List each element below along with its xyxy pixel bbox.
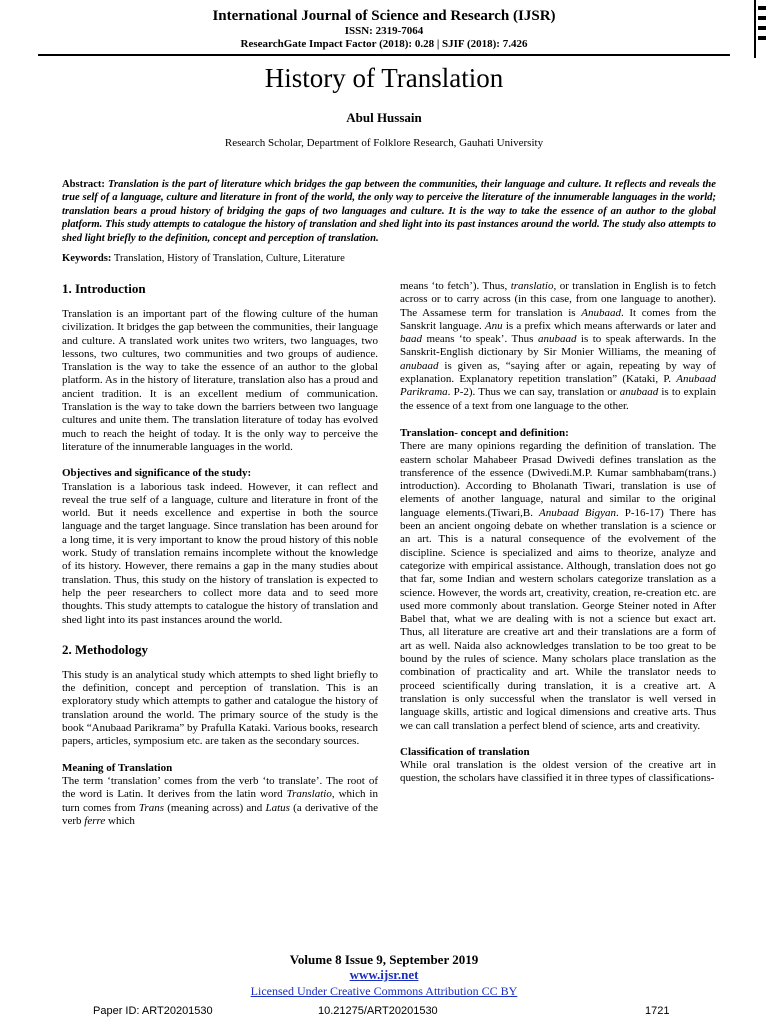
section-heading-introduction: 1. Introduction bbox=[62, 281, 146, 296]
left-column bbox=[62, 280, 378, 828]
journal-issn: ISSN: 2319-7064 bbox=[344, 25, 424, 37]
abstract bbox=[62, 178, 716, 245]
keywords-label: Keywords: bbox=[62, 253, 112, 264]
objectives-paragraph: Translation is a laborious task indeed. However, it can reflect and reveal the true self of a language, culture and literature in front of the world. But it needs excellence and expertise in both the source language and the target language. Since translation has been around for a long time, it is very important to know the proud history of this noble work. Study of translation remains incomplete without the knowledge of its history. However, there remains a gap in the many studies about translation. Thus, this study on the history of translation is expected to help the peer researchers to collect more data and to seed more thoughts. This study attempts to catalogue the history of translation and shed light into its past instances around the world. bbox=[62, 480, 378, 626]
meaning-continued-paragraph: means ‘to fetch’). Thus, translatio, or translation in English is to fetch across or to carry across (in this case, from one language to another). The Assamese term for translation is Anubaad. It comes from the Sanskrit language. Anu is a prefix which means afterwards or later and baad means ‘to speak’. Thus anubaad is to speak afterwards. In the Sanskrit-English dictionary by Sir Monier Williams, the meaning of anubaad is given as, “saying after or again, repeating by way of explanation. Explanatory repetition translation” (Kataki, P. Anubaad Parikrama. P-2). Thus we can say, translation or anubaad is to explain the essence of a text from one language to the other. bbox=[400, 280, 716, 412]
right-column bbox=[400, 280, 716, 786]
keywords-text: Translation, History of Translation, Culture, Literature bbox=[113, 253, 345, 264]
author-affiliation: Research Scholar, Department of Folklore Research, Gauhati University bbox=[224, 137, 544, 149]
abstract-text: Translation is the part of literature which bridges the gap between the communities, their language and culture. It reflects and reveals the true self of a language, culture and literature in front of the world, the only way to perceive the literature of the innumerable languages in the world; translation bears a proud history of bridging the gaps of two languages and culture. It is the way to take the essence of an author to the global platform. This study attempts to catalogue the history of translation and shed light into its past instances around the world. The study also attempts to shed light briefly to the definition, concept and perception of translation. bbox=[62, 179, 717, 244]
journal-name: International Journal of Science and Research (IJSR) bbox=[212, 8, 556, 24]
subheading-objectives: Objectives and significance of the study: bbox=[62, 467, 252, 480]
abstract-label: Abstract: bbox=[62, 179, 105, 190]
paper-id: Paper ID: ART20201530 bbox=[93, 1005, 213, 1017]
paper-author: Abul Hussain bbox=[346, 110, 422, 125]
journal-website-link[interactable]: www.ijsr.net bbox=[349, 967, 419, 982]
footer-volume: Volume 8 Issue 9, September 2019 bbox=[289, 952, 479, 967]
concept-paragraph: There are many opinions regarding the definition of translation. The eastern scholar Mahabeer Prasad Dwivedi defines translation as the transference of the essence (Dwivedi.M.P. Kumar sambhabam(trans.) introduction). According to Bholanath Tiwari, translation is use of elements of another language, natural and similar to the original language elements.(Tiwari,B. Anubaad Bigyan. P-16-17) There has been an ancient ongoing debate on whether translation is a science or an art. This is a natural consequence of the evolvement of the discipline. Science is specialized and aims to theorize, analyze and categorize with empirical assistance. Although, translation does not go that far, some Indian and western scholars categorize translation as a science. However, the words art, creativity, creation, re-creation etc. are used more commonly about translation. George Steiner noted in After Babel that, what we are dealing with is not a science but exact art. Thus, all literature are creative art and their translations are a form of art as well. Naida also acknowledges translation to be too great to be bound by the rules of science. Many scholars place translation as the combination of practicality and art. While the translator needs to proceed scientifically during translation, it is a creative art. A translation is only successful when the translator is well versed in language skills, artistic and logical dimensions and creative arts. Thus we can call translation a perfect blend of science, arts and creativity. bbox=[400, 440, 716, 732]
methodology-paragraph: This study is an analytical study which attempts to shed light briefly to the definition, concept and perception of translation. This is an exploratory study which attempts to gather and catalogue the history of translation around the world. The primary source of the study is the book “Anubaad Parikrama” by Prafulla Kataki. Various books, research papers, articles, symposium etc. are taken as the secondary sources. bbox=[62, 668, 378, 748]
header-divider bbox=[38, 54, 730, 56]
subheading-classification: Classification of translation bbox=[400, 745, 530, 758]
page-edge-marker bbox=[754, 0, 768, 58]
meaning-paragraph: The term ‘translation’ comes from the verb ‘to translate’. The root of the word is Latin. It derives from the latin word Translatio, which in turn comes from Trans (meaning across) and Latus (a derivative of the verb ferre which bbox=[62, 774, 378, 827]
paper-doi: 10.21275/ART20201530 bbox=[318, 1005, 438, 1017]
license-link[interactable]: Licensed Under Creative Commons Attribution CC BY bbox=[250, 984, 518, 998]
journal-header bbox=[0, 8, 768, 51]
paper-title: History of Translation bbox=[264, 63, 504, 93]
journal-impact-factor: ResearchGate Impact Factor (2018): 0.28 | SJIF (2018): 7.426 bbox=[240, 38, 528, 50]
page-number: 1721 bbox=[645, 1005, 670, 1017]
keywords bbox=[62, 252, 716, 265]
subheading-concept-definition: Translation- concept and definition: bbox=[400, 426, 569, 439]
introduction-paragraph: Translation is an important part of the flowing culture of the human civilization. It bridges the gap between the communities, their language and culture. A translated work unites two writers, two languages, two lessons, two cultures, two communities and two groups of audience. Translation is the way to take the essence of an author to the global platform. As in the history of literature, translation also has a proud and ancient tradition. It is an excellent medium of communication. Translation is the way to take down the barriers between two language cultures and unite them. The translation literature of today has evolved much to reach the height of today. It is the only way to perceive the literature of the innumerable languages in the world. bbox=[62, 308, 378, 453]
subheading-meaning: Meaning of Translation bbox=[62, 761, 173, 774]
classification-paragraph: While oral translation is the oldest version of the creative art in question, the scholars have classified it in three types of classifications- bbox=[400, 759, 716, 785]
section-heading-methodology: 2. Methodology bbox=[62, 641, 148, 657]
